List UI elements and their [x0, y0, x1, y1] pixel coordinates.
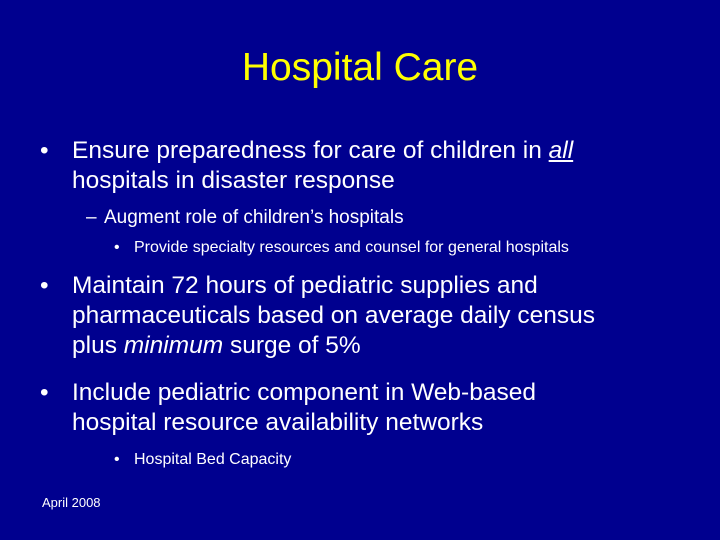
bullet-text: Provide specialty resources and counsel for general hospitals: [134, 239, 569, 256]
bullet-line: pharmaceuticals based on average daily census: [72, 302, 595, 329]
bullet-marker: •: [40, 272, 49, 299]
slide-title: Hospital Care: [241, 46, 479, 89]
bullet-line: Ensure preparedness for care of children in all: [72, 137, 574, 164]
bullet-marker: •: [40, 379, 49, 406]
bullet-line: plus minimum surge of 5%: [72, 332, 361, 359]
bullet-text: Augment role of children’s hospitals: [104, 207, 404, 228]
bullet-line: Maintain 72 hours of pediatric supplies and: [72, 272, 538, 299]
dash-marker: –: [86, 207, 97, 228]
emphasis-minimum: minimum: [123, 332, 224, 359]
bullet-text: Hospital Bed Capacity: [134, 451, 292, 468]
bullet-marker: •: [114, 239, 120, 256]
bullet-marker: •: [40, 137, 49, 164]
bullet-line: hospital resource availability networks: [72, 409, 484, 436]
footer-date: April 2008: [42, 495, 101, 510]
bullet-marker: •: [114, 451, 120, 468]
bullet-line: hospitals in disaster response: [72, 167, 395, 194]
bullet-line: Include pediatric component in Web-based: [72, 379, 536, 406]
emphasis-all: all: [548, 137, 574, 164]
